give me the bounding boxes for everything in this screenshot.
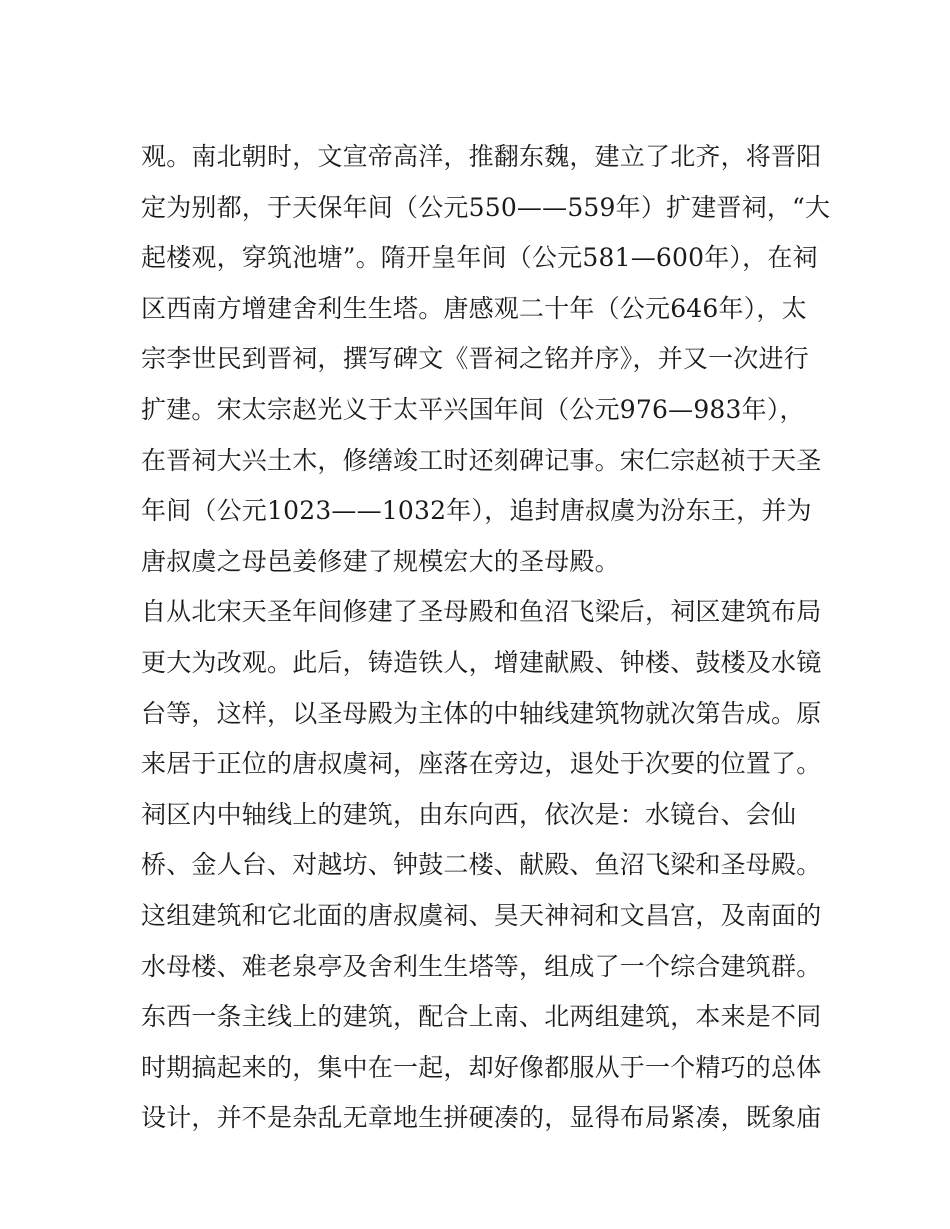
text-line: 定为别都，于天保年间（公元550——559年）扩建晋祠，“大: [141, 192, 831, 222]
text-line: 宗李世民到晋祠，撰写碑文《晋祠之铭并序》，并又一次进行: [141, 344, 809, 374]
text-line: 扩建。宋太宗赵光义于太平兴国年间（公元976—983年），: [141, 394, 805, 424]
text-line: 时期搞起来的，集中在一起，却好像都服从于一个精巧的总体: [141, 1052, 822, 1082]
text-line: 设计，并不是杂乱无章地生拼硬凑的，显得布局紧凑，既象庙: [141, 1103, 822, 1133]
body-text: [141, 132, 831, 1144]
text-line: 来居于正位的唐叔虞祠，座落在旁边，退处于次要的位置了。: [141, 749, 822, 779]
text-line: 观。南北朝时，文宣帝高洋，推翻东魏，建立了北齐，将晋阳: [141, 142, 822, 171]
text-line: 水母楼、难老泉亭及舍利生生塔等，组成了一个综合建筑群。: [141, 951, 822, 981]
text-line: 台等，这样，以圣母殿为主体的中轴线建筑物就次第告成。原: [141, 698, 822, 728]
text-line: 祠区内中轴线上的建筑，由东向西，依次是：水镜台、会仙: [141, 799, 797, 829]
text-line: 区西南方增建舍利生生塔。唐感观二十年（公元646年），太: [141, 293, 807, 323]
text-line: 桥、金人台、对越坊、钟鼓二楼、献殿、鱼沼飞梁和圣母殿。: [141, 850, 822, 880]
text-line: 年间（公元1023——1032年），追封唐叔虞为汾东王，并为: [141, 496, 812, 526]
text-line: 更大为改观。此后，铸造铁人，增建献殿、钟楼、鼓楼及水镜: [141, 647, 822, 677]
text-line: 唐叔虞之母邑姜修建了规模宏大的圣母殿。: [141, 546, 620, 576]
text-line: 东西一条主线上的建筑，配合上南、北两组建筑，本来是不同: [141, 1002, 822, 1032]
text-line: 自从北宋天圣年间修建了圣母殿和鱼沼飞梁后，祠区建筑布局: [141, 597, 822, 627]
text-line: 这组建筑和它北面的唐叔虞祠、昊天神祠和文昌宫，及南面的: [141, 900, 822, 930]
text-line: 在晋祠大兴土木，修缮竣工时还刻碑记事。宋仁宗赵祯于天圣: [141, 445, 822, 475]
text-line: 起楼观，穿筑池塘”。隋开皇年间（公元581—600年），在祠: [141, 243, 818, 273]
